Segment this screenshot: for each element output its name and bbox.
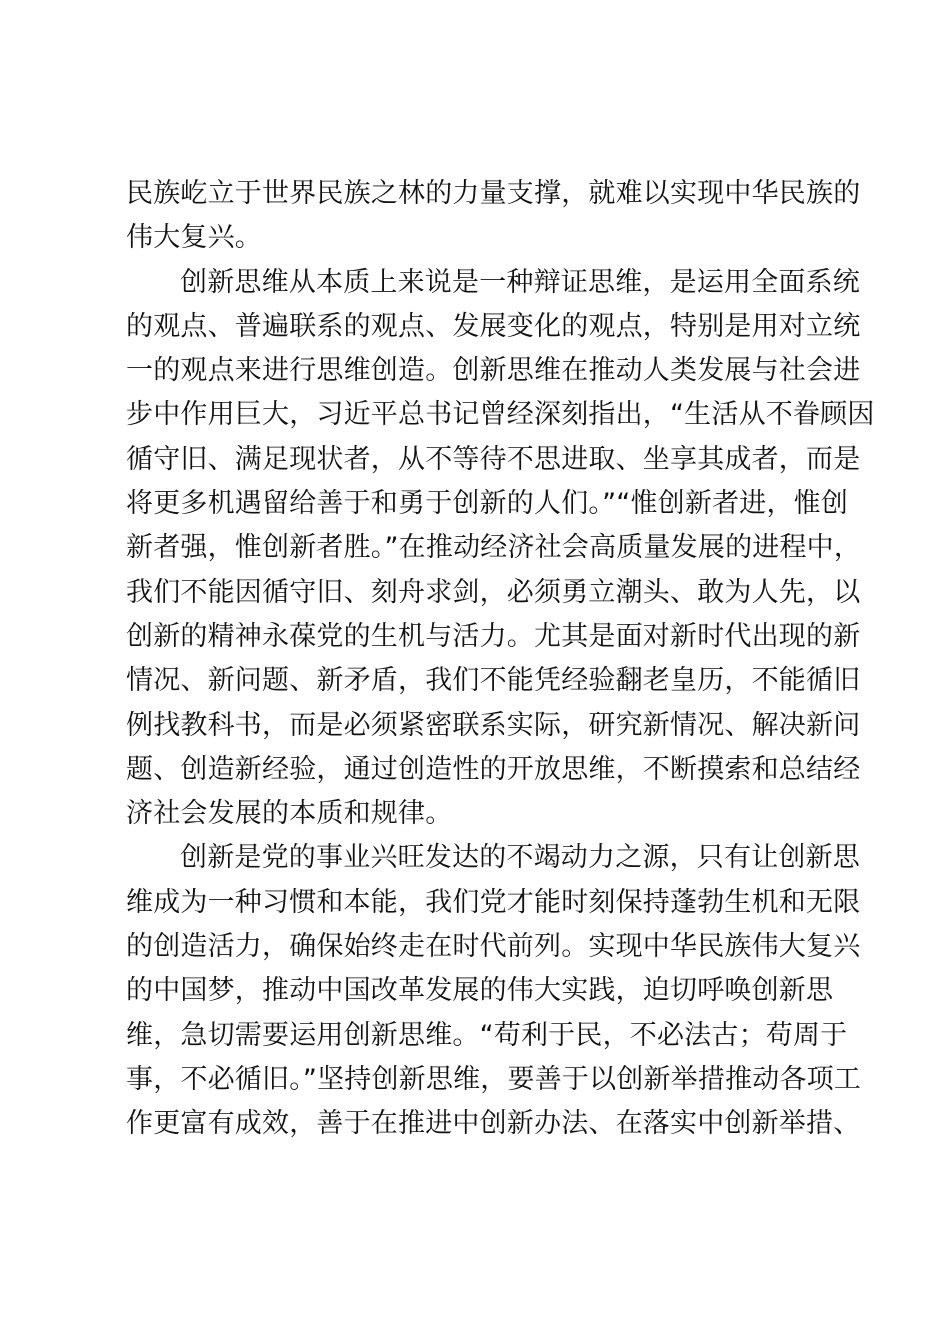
text-line: 步中作用巨大，习近平总书记曾经深刻指出，“生活从不眷顾因 bbox=[126, 399, 875, 431]
text-line: 维成为一种习惯和本能，我们党才能时刻保持蓬勃生机和无限 bbox=[126, 886, 861, 918]
text-line: 一的观点来进行思维创造。创新思维在推动人类发展与社会进 bbox=[126, 355, 861, 387]
text-line: 的中国梦，推动中国改革发展的伟大实践，迫切呼唤创新思 bbox=[126, 975, 834, 1007]
text-line: 事，不必循旧。”坚持创新思维，要善于以创新举措推动各项工 bbox=[126, 1063, 862, 1095]
text-line: 我们不能因循守旧、刻舟求剑，必须勇立潮头、敢为人先，以 bbox=[126, 576, 861, 608]
text-line: 题、创造新经验，通过创造性的开放思维，不断摸索和总结经 bbox=[126, 753, 861, 785]
paragraph-3 bbox=[126, 836, 862, 1146]
text-line: 情况、新问题、新矛盾，我们不能凭经验翻老皇历，不能循旧 bbox=[126, 665, 861, 697]
paragraph-2 bbox=[126, 261, 875, 837]
text-line: 济社会发展的本质和规律。 bbox=[126, 798, 453, 830]
text-line: 循守旧、满足现状者，从不等待不思进取、坐享其成者，而是 bbox=[126, 443, 861, 475]
text-line: 将更多机遇留给善于和勇于创新的人们。”“惟创新者进，惟创 bbox=[126, 488, 849, 520]
text-line: 维，急切需要运用创新思维。“苟利于民，不必法古；苟周于 bbox=[126, 1019, 848, 1051]
paragraph-1 bbox=[126, 172, 861, 261]
text-line: 创新的精神永葆党的生机与活力。尤其是面对新时代出现的新 bbox=[126, 620, 861, 652]
text-line: 作更富有成效，善于在推进中创新办法、在落实中创新举措、 bbox=[126, 1108, 861, 1140]
text-line-indented: 创新是党的事业兴旺发达的不竭动力之源，只有让创新思 bbox=[180, 842, 860, 874]
text-line: 新者强，惟创新者胜。”在推动经济社会高质量发展的进程中， bbox=[126, 532, 862, 564]
text-line: 民族屹立于世界民族之林的力量支撑，就难以实现中华民族的 bbox=[126, 178, 861, 209]
text-line: 的观点、普遍联系的观点、发展变化的观点，特别是用对立统 bbox=[126, 310, 861, 342]
text-line-indented: 创新思维从本质上来说是一种辩证思维，是运用全面系统 bbox=[180, 266, 860, 298]
text-line: 例找教科书，而是必须紧密联系实际，研究新情况、解决新问 bbox=[126, 709, 861, 741]
text-line: 伟大复兴。 bbox=[126, 222, 262, 254]
body-text bbox=[126, 172, 875, 1147]
text-line: 的创造活力，确保始终走在时代前列。实现中华民族伟大复兴 bbox=[126, 931, 861, 963]
